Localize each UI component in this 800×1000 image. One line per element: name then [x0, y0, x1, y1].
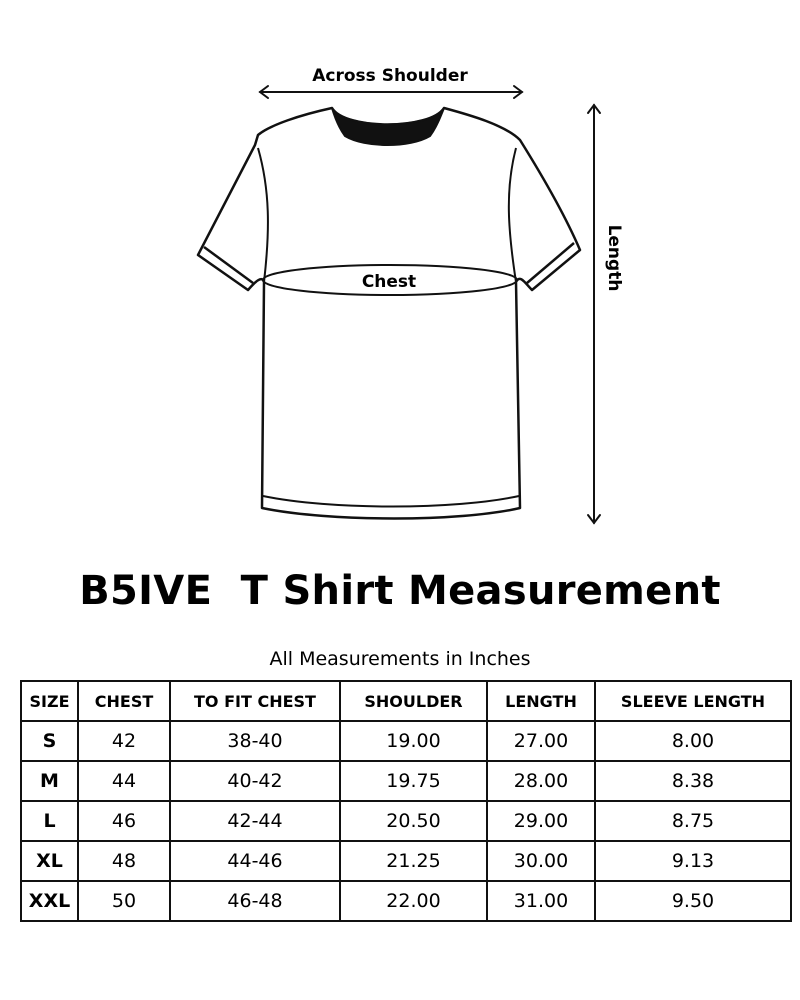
header-chest: CHEST	[78, 681, 170, 721]
cell-size: S	[21, 721, 78, 761]
page-subtitle: All Measurements in Inches	[269, 648, 531, 670]
cell-sleeve-length: 8.00	[595, 721, 791, 761]
cell-to-fit-chest: 44-46	[170, 841, 340, 881]
cell-to-fit-chest: 46-48	[170, 881, 340, 921]
header-length: LENGTH	[487, 681, 595, 721]
table-row	[21, 801, 791, 841]
cell-size: M	[21, 761, 78, 801]
cell-size: XXL	[21, 881, 78, 921]
table-row	[21, 721, 791, 761]
header-to-fit-chest: TO FIT CHEST	[170, 681, 340, 721]
shoulder-arrow	[260, 86, 522, 98]
cell-shoulder: 19.00	[340, 721, 487, 761]
cell-shoulder: 22.00	[340, 881, 487, 921]
header-size: SIZE	[21, 681, 78, 721]
cell-sleeve-length: 9.13	[595, 841, 791, 881]
cell-chest: 48	[78, 841, 170, 881]
page-title: B5IVE T Shirt Measurement	[79, 568, 721, 614]
cell-length: 28.00	[487, 761, 595, 801]
cell-shoulder: 19.75	[340, 761, 487, 801]
cell-length: 27.00	[487, 721, 595, 761]
table-row	[21, 761, 791, 801]
shoulder-label: Across Shoulder	[312, 66, 468, 86]
table-row	[21, 841, 791, 881]
cell-length: 30.00	[487, 841, 595, 881]
tshirt-outline	[198, 108, 580, 519]
cell-chest: 46	[78, 801, 170, 841]
table-row	[21, 881, 791, 921]
cell-chest: 50	[78, 881, 170, 921]
header-sleeve-length: SLEEVE LENGTH	[595, 681, 791, 721]
cell-sleeve-length: 8.38	[595, 761, 791, 801]
cell-shoulder: 21.25	[340, 841, 487, 881]
cell-chest: 42	[78, 721, 170, 761]
cell-length: 29.00	[487, 801, 595, 841]
cell-to-fit-chest: 38-40	[170, 721, 340, 761]
cell-size: XL	[21, 841, 78, 881]
length-arrow	[588, 105, 600, 523]
header-shoulder: SHOULDER	[340, 681, 487, 721]
chest-label: Chest	[361, 272, 417, 292]
cell-to-fit-chest: 40-42	[170, 761, 340, 801]
cell-length: 31.00	[487, 881, 595, 921]
cell-sleeve-length: 8.75	[595, 801, 791, 841]
cell-size: L	[21, 801, 78, 841]
length-label: Length	[604, 224, 624, 292]
size-chart-table	[20, 680, 792, 922]
cell-sleeve-length: 9.50	[595, 881, 791, 921]
cell-chest: 44	[78, 761, 170, 801]
cell-shoulder: 20.50	[340, 801, 487, 841]
table-header-row	[21, 681, 791, 721]
cell-to-fit-chest: 42-44	[170, 801, 340, 841]
